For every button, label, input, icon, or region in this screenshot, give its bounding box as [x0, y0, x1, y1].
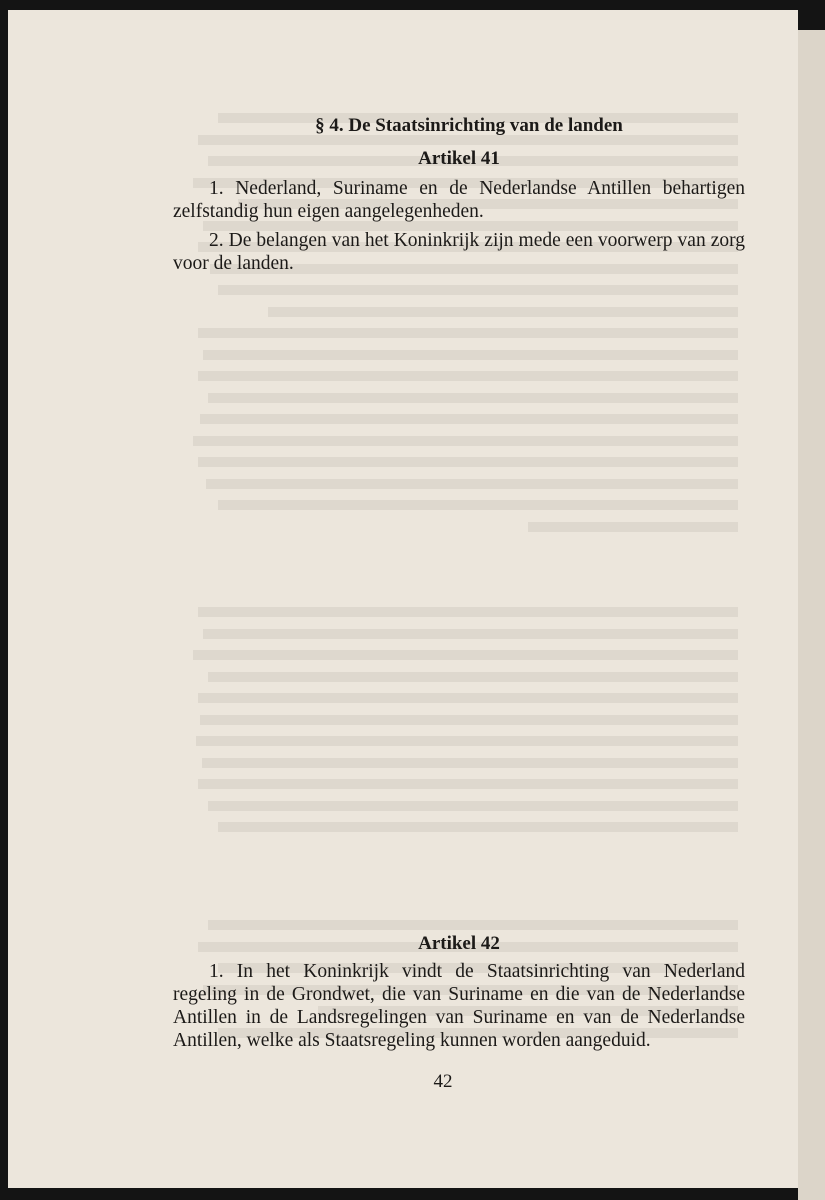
section-heading: § 4. De Staatsinrichting van de landen	[315, 115, 623, 136]
article-41-paragraph-1: 1. Nederland, Suriname en de Nederlandse Antillen behartigen zelfstandig hun eigen aangelegenheden.	[173, 178, 745, 222]
document-page	[8, 10, 798, 1188]
page-content	[173, 105, 745, 1058]
article-41-paragraph-2: 2. De belangen van het Koninkrijk zijn mede een voorwerp van zorg voor de landen.	[173, 230, 745, 274]
article-42-heading: Artikel 42	[418, 933, 500, 954]
page-number: 42	[433, 1071, 453, 1092]
article-41-heading: Artikel 41	[418, 148, 500, 169]
adjacent-page-edge	[798, 30, 825, 1200]
article-42-paragraph-1: 1. In het Koninkrijk vindt de Staatsinrichting van Nederland regeling in de Grondwet, die van Suriname en die van de Nederlandse Antillen in de Landsregelingen van Suriname en van de Nederlandse Antillen, welke als Staatsregeling kunnen worden aangeduid.	[173, 961, 745, 1051]
